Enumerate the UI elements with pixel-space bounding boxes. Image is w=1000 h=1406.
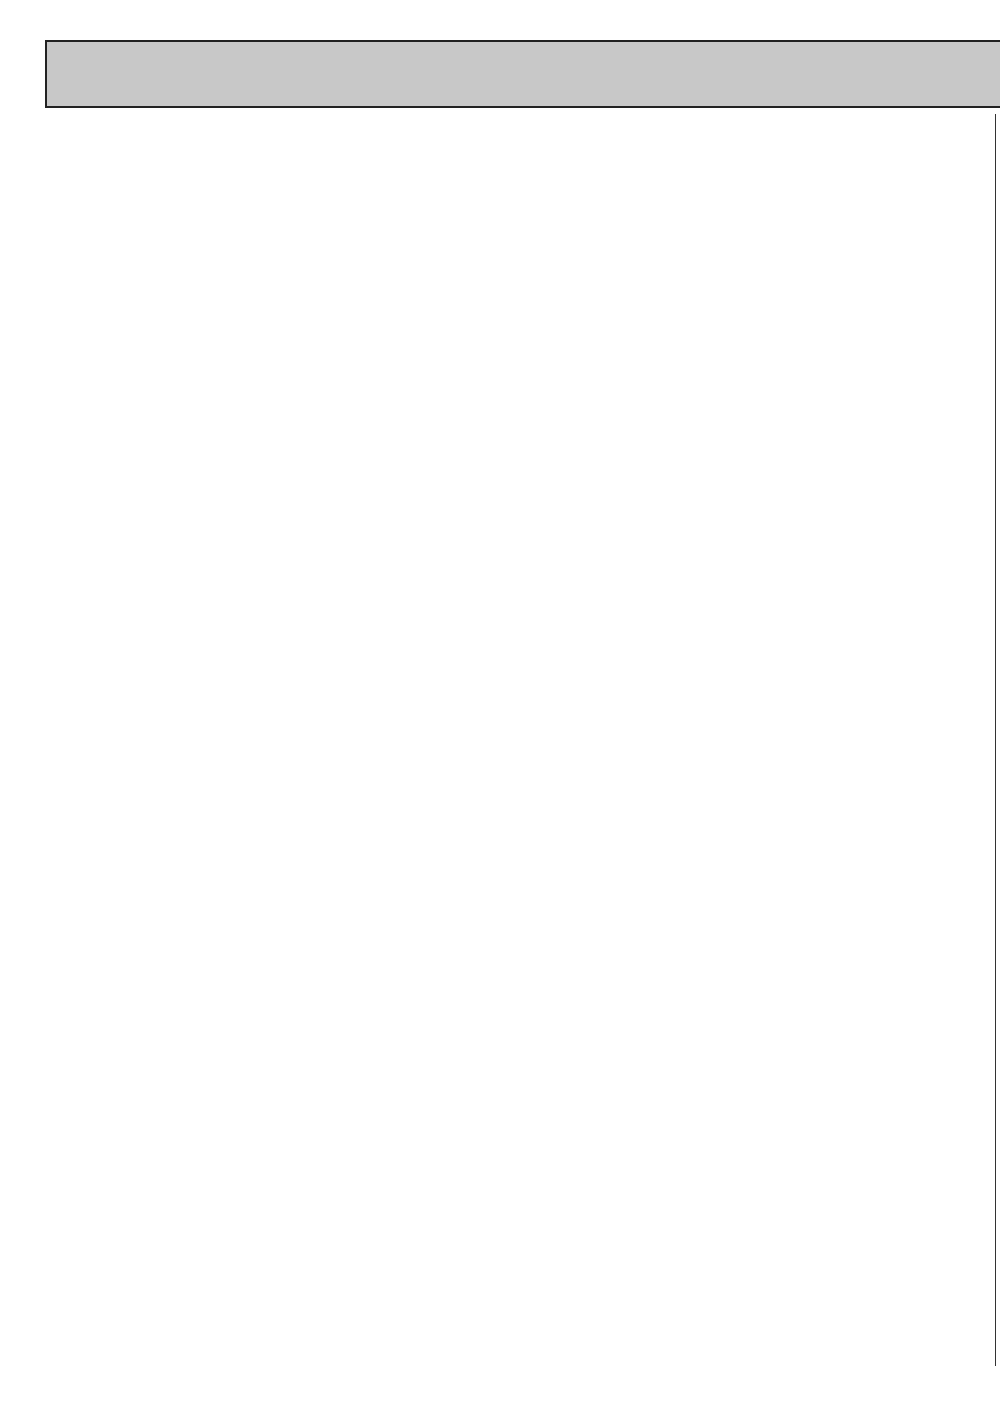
page-header [45, 40, 1000, 108]
hyper-h2-logo [65, 48, 71, 99]
page-edge-divider [995, 114, 1000, 1366]
